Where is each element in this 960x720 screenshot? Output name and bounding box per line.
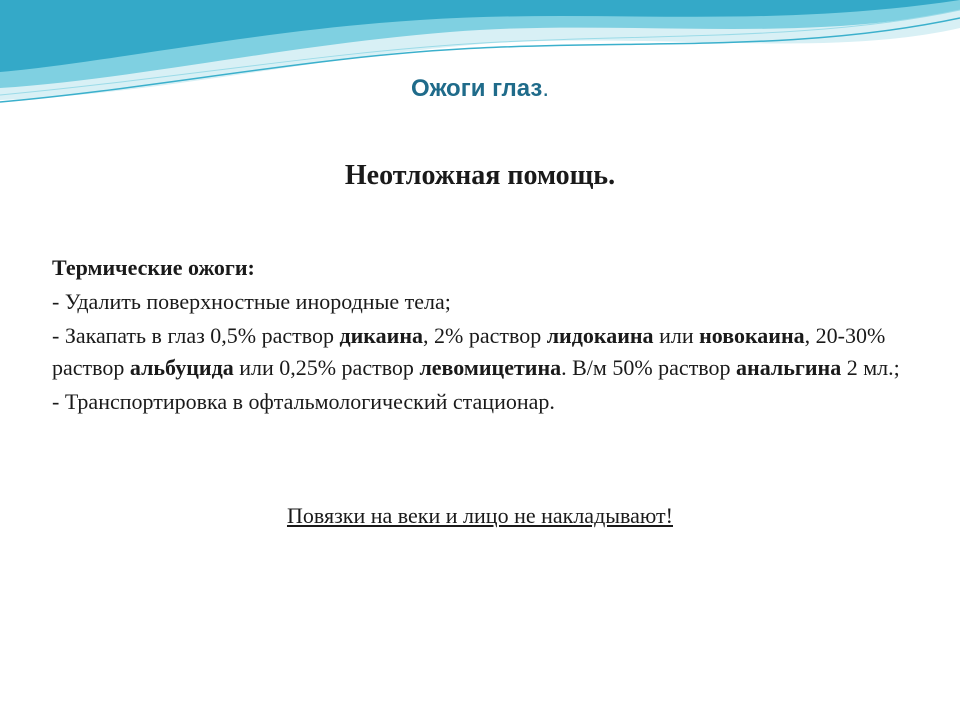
list-item: - Удалить поверхностные инородные тела; xyxy=(52,289,451,314)
list-item: - Транспортировка в офтальмологический стационар. xyxy=(52,389,555,414)
slide-subtitle: Неотложная помощь. xyxy=(344,160,616,191)
slide-title: Ожоги глаз. xyxy=(410,75,550,102)
section-heading: Термические ожоги: xyxy=(52,255,255,280)
warning-note: Повязки на веки и лицо не накладывают! xyxy=(286,503,673,528)
slide-body xyxy=(52,252,902,420)
list-item: - Закапать в глаз 0,5% раствор дикаина, 2% раствор лидокаина или новокаина, 20-30% раствор альбуцида или 0,25% раствор левомицетина. В/м 50% раствор анальгина 2 мл.; xyxy=(52,323,900,380)
